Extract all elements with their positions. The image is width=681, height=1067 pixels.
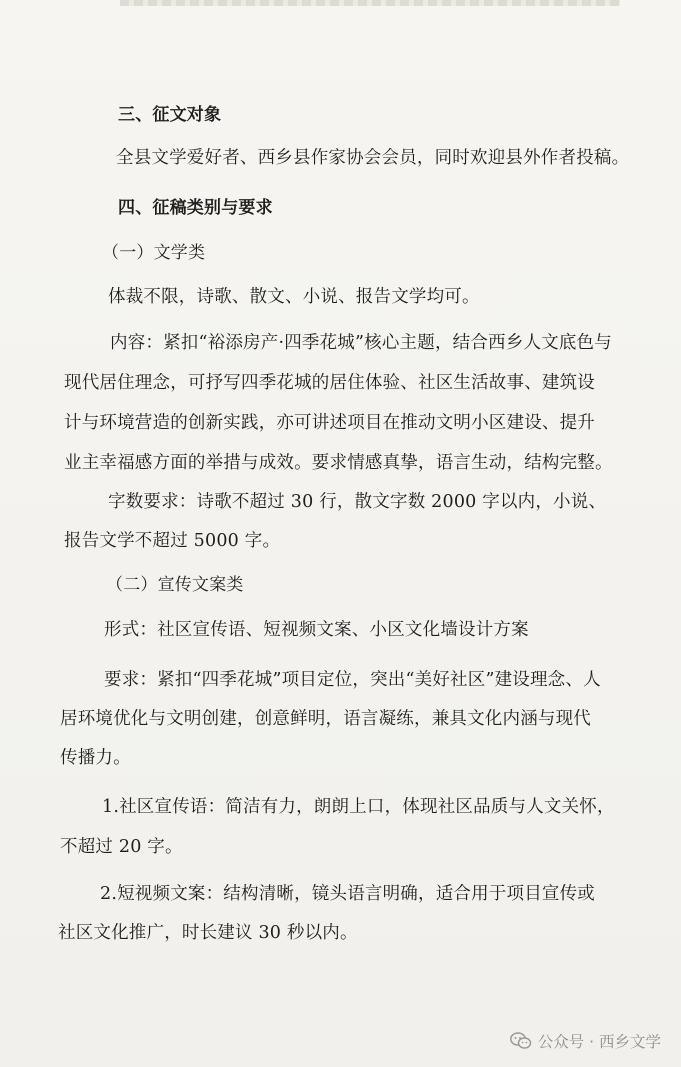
section-heading-4: 四、征稿类别与要求 [118, 198, 273, 218]
paragraph-line: 体裁不限，诗歌、散文、小说、报告文学均可。 [108, 287, 480, 307]
paragraph-line: 2.短视频文案：结构清晰，镜头语言明确，适合用于项目宣传或 [100, 884, 595, 904]
paragraph-line: 报告文学不超过 5000 字。 [64, 531, 281, 551]
subsection-heading-literature: （一）文学类 [102, 243, 206, 263]
paragraph-line: 不超过 20 字。 [60, 837, 183, 857]
watermark-text: 公众号 · 西乡文学 [537, 1033, 661, 1051]
paragraph-line: 社区文化推广，时长建议 30 秒以内。 [58, 923, 358, 943]
paragraph-line: 内容：紧扣“裕添房产·四季花城”核心主题，结合西乡人文底色与 [110, 333, 612, 353]
wechat-icon [510, 1032, 532, 1050]
paragraph-line: 计与环境营造的创新实践，亦可讲述项目在推动文明小区建设、提升 [64, 413, 595, 433]
section-heading-3: 三、征文对象 [118, 105, 222, 125]
subsection-heading-copywriting: （二）宣传文案类 [106, 575, 244, 595]
paragraph-line: 1.社区宣传语：简洁有力，朗朗上口，体现社区品质与人文关怀， [102, 797, 615, 817]
paragraph-line: 全县文学爱好者、西乡县作家协会会员，同时欢迎县外作者投稿。 [116, 148, 630, 168]
paragraph-line: 要求：紧扣“四季花城”项目定位，突出“美好社区”建设理念、人 [104, 670, 601, 690]
watermark [510, 1028, 661, 1054]
paragraph-line: 传播力。 [60, 748, 131, 768]
paragraph-line: 现代居住理念，可抒写四季花城的居住体验、社区生活故事、建筑设 [64, 373, 595, 393]
paragraph-line: 居环境优化与文明创建，创意鲜明，语言凝练，兼具文化内涵与现代 [60, 709, 591, 729]
page-top-bleed [120, 0, 620, 6]
paragraph-line: 形式：社区宣传语、短视频文案、小区文化墙设计方案 [104, 620, 529, 640]
paragraph-line: 业主幸福感方面的举措与成效。要求情感真挚，语言生动，结构完整。 [64, 453, 613, 473]
paragraph-line: 字数要求：诗歌不超过 30 行，散文字数 2000 字以内，小说、 [108, 492, 607, 512]
